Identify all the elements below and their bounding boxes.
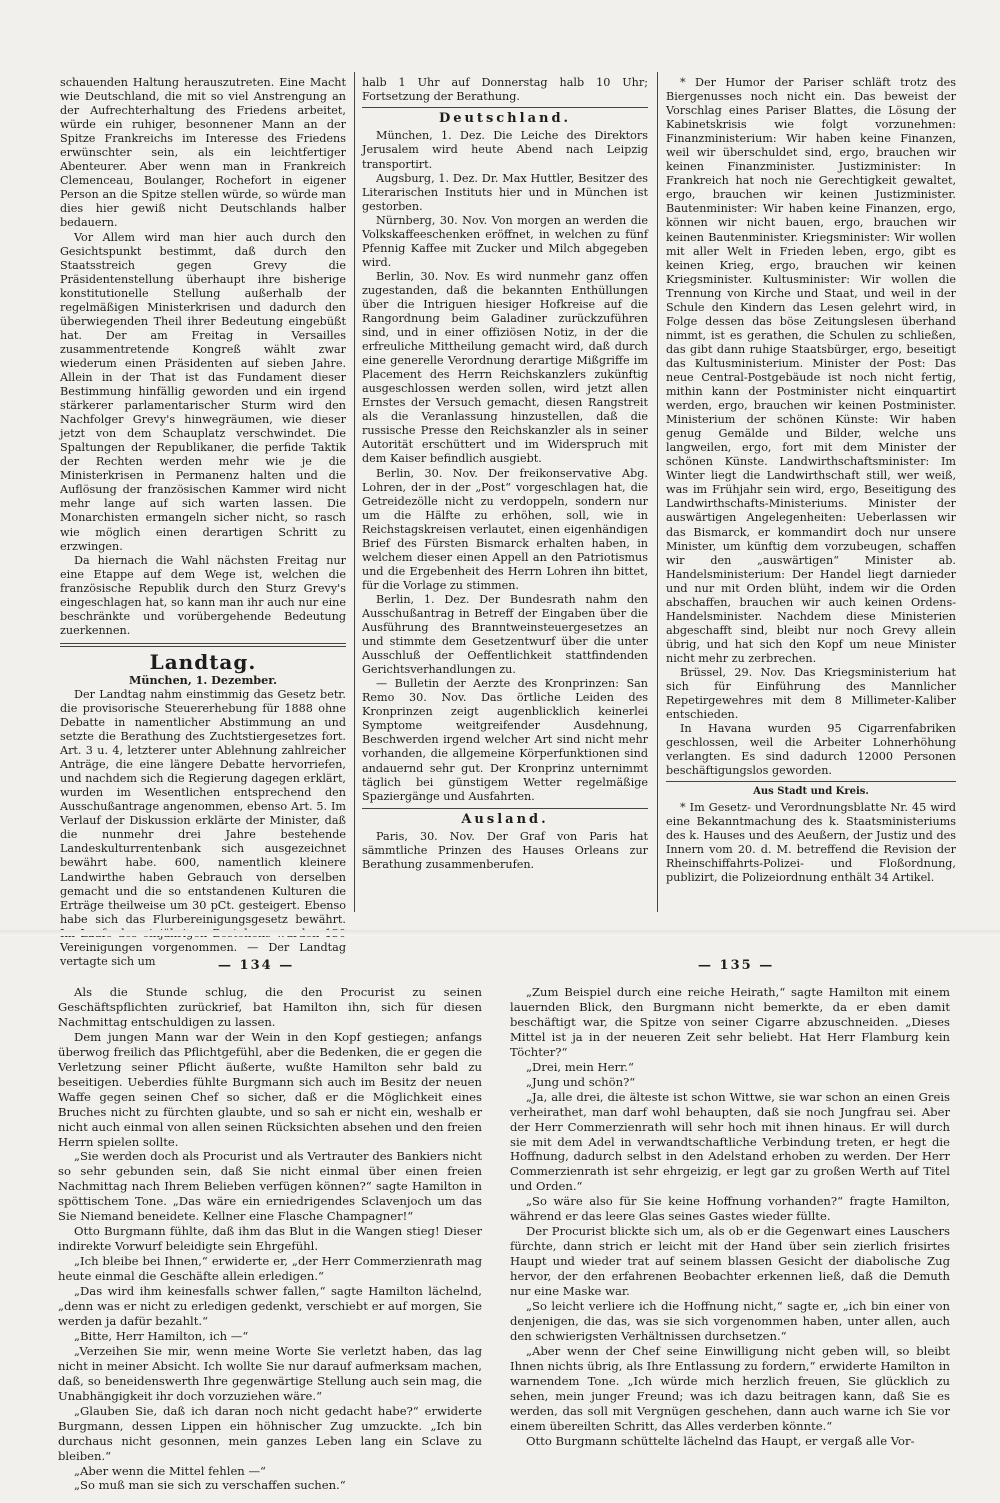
- news-item: Berlin, 30. Nov. Der freikonservative Abg. Lohren, der in der „Post“ vorgeschlagen hat, die Getreidezölle nicht zu verdoppeln, sondern nur um die Hälfte zu erhöhen, soll, wie in Reichstagskreisen verlautet, einen eigenhändigen Brief des Fürsten Bismarck erhalten haben, in welchem dieser einen Appell an den Patriotismus und die Ergebenheit des Herrn Lohren ihn bittet, für die Vorlage zu stimmen.: [362, 466, 648, 592]
- news-item: Brüssel, 29. Nov. Das Kriegsministerium hat sich für Einführung des Mannlicher Repetirgewehres mit dem 8 Millimeter-Kaliber entschieden.: [666, 665, 956, 722]
- column-rule: [657, 72, 658, 912]
- news-item: Augsburg, 1. Dez. Dr. Max Huttler, Besitzer des Literarischen Instituts hier und in München ist gestorben.: [362, 171, 648, 213]
- news-item: Berlin, 30. Nov. Es wird nunmehr ganz offen zugestanden, daß die bekannten Enthüllungen über die Intriguen hiesiger Hofkreise auf die Rangordnung beim Galadiner zurückzuführen sind, und in einer offiziösen Notiz, in der die erfreuliche Mittheilung gemacht wird, daß durch eine generelle Verordnung derartige Mißgriffe im Placement des Herrn Reichskanzlers zukünftig ausgeschlossen werden sollen, wird jetzt allen Ernstes der Versuch gemacht, diesen Rangstreit als die Veranlassung hinzustellen, daß die russische Presse den Reichskanzler als in seiner Autorität erschüttert und im Widerspruch mit dem Kaiser befindlich ausgiebt.: [362, 269, 648, 466]
- serial-paragraph: „So muß man sie sich zu verschaffen suchen.“: [74, 1478, 346, 1493]
- section-divider: [666, 781, 956, 782]
- deutschland-heading: Deutschland.: [438, 111, 572, 127]
- ausland-heading: Ausland.: [461, 811, 549, 827]
- page-number-left: — 134 —: [218, 958, 295, 973]
- serial-paragraph: „Aber wenn der Chef seine Einwilligung nicht geben will, so bleibt Ihnen nichts übrig, als Ihre Entlassung zu fordern,“ erwiderte Hamilton in warnendem Tone. „Ich würde mich herzlich freuen, Sie glücklich zu sehen, mein junger Freund; was ich dazu beitragen kann, daß Sie es werden, das soll mit Vergnügen geschehen, dann auch warne ich Sie vor einem übereilten Schritt, das Alles verderben könnte.“: [510, 1343, 950, 1433]
- serial-page-right: [510, 985, 950, 1490]
- news-item: Nürnberg, 30. Nov. Von morgen an werden die Volkskaffeeschenken eröffnet, in welchen zu fünf Pfennig Kaffee mit Zucker und Milch abgegeben wird.: [362, 213, 648, 269]
- serial-paragraph: „Glauben Sie, daß ich daran noch nicht gedacht habe?“ erwiderte Burgmann, dessen Lippen ein höhnischer Zug umzuckte. „Ich bin durchaus nicht gesonnen, mein ganzes Leben lang ein Sclave zu bleiben.“: [58, 1403, 482, 1463]
- serial-paragraph: Als die Stunde schlug, die den Procurist zu seinen Geschäftspflichten zurückrief, bat Hamilton ihn, sich für diesen Nachmittag entschuldigen zu lassen.: [58, 985, 482, 1029]
- news-item: — Bulletin der Aerzte des Kronprinzen: San Remo 30. Nov. Das örtliche Leiden des Kronprinzen zeigt augenblicklich keinerlei Symptome weitgreifender Ausdehnung, Beschwerden irgend welcher Art sind nicht mehr vorhanden, die allgemeine Körperfunktionen sind andauernd sehr gut. Der Kronprinz unternimmt täglich bei günstigem Wetter regelmäßige Spaziergänge und Ausfahrten.: [362, 677, 648, 803]
- article-paragraph: halb 1 Uhr auf Donnerstag halb 10 Uhr; Fortsetzung der Berathung.: [362, 76, 648, 104]
- serial-paragraph: Dem jungen Mann war der Wein in den Kopf gestiegen; anfangs überwog freilich das Pflichtgefühl, aber die Bedenken, die er gegen die Verletzung seiner Pflicht äußerte, wußte Hamilton sehr bald zu beseitigen. Ueberdies fühlte Burgmann sich auch im Besitz der neuen Waffe gegen seinen Chef so sicher, daß er die Möglichkeit eines Bruches nicht zu fürchten glaubte, und so sah er nicht ein, weshalb er nicht auch einmal von allen seinen Rücksichten absehen und den freien Herrn spielen sollte.: [58, 1029, 482, 1149]
- serial-paragraph: „So wäre also für Sie keine Hoffnung vorhanden?“ fragte Hamilton, während er das leere Glas seines Gastes wieder füllte.: [510, 1194, 950, 1224]
- news-item: Paris, 30. Nov. Der Graf von Paris hat sämmtliche Prinzen des Hauses Orleans zur Berathung zusammenberufen.: [362, 829, 648, 872]
- column-middle: [362, 76, 648, 906]
- news-item: Berlin, 1. Dez. Der Bundesrath nahm den Ausschußantrag in Betreff der Eingaben über die Ausführung des Branntweinsteuergesetzes an und stimmte dem Gesetzentwurf über die unter Ausschluß der Oeffentlichkeit stattfindenden Gerichtsverhandlungen zu.: [362, 592, 648, 677]
- column-rule: [354, 72, 355, 912]
- landtag-heading: Landtag.: [149, 649, 257, 674]
- serial-paragraph: „Ja, alle drei, die älteste ist schon Wittwe, sie war schon an einen Greis verheirathet, man darf wohl behaupten, daß sie noch Jungfrau sei. Aber der Herr Commerzienrath will sehr hoch mit ihnen hinaus. Er will durch sie mit dem Adel in verwandtschaftliche Verbindung treten, er hegt die Hoffnung, dadurch selbst in den Adelstand erhoben zu werden. Der Herr Commerzienrath ist sehr ehrgeizig, er legt gar zu großen Werth auf Titel und Orden.“: [510, 1089, 950, 1194]
- serial-paragraph: „Drei, mein Herr.“: [526, 1059, 634, 1074]
- humor-article: * Der Humor der Pariser schläft trotz des Biergenusses noch nicht ein. Das beweist der Vorschlag eines Pariser Blattes, die Lösung der Kabinetskrisis wie folgt vorzunehmen: Finanzministerium: Wir haben keine Finanzen, weil wir überschuldet sind, ergo, brauchen wir keinen Finanzminister. Justizminister: In Frankreich hat noch nie Gerechtigkeit gewaltet, ergo, brauchen wir keinen Justizminister. Bautenminister: Wir haben keine Finanzen, ergo, können wir nicht bauen, ergo, brauchen wir keinen Bautenminister. Kriegsminister: Wir wollen mit aller Welt in Frieden leben, ergo, gibt es keinen Krieg, ergo, brauchen wir keinen Kriegsminister. Kultusminister: Wir wollen die Trennung von Kirche und Staat, und weil in der Schule den Kindern das Lesen gelehrt wird, in Folge dessen das böse Zeitungslesen überhand nimmt, ist es gerathen, die Schulen zu schließen, das gibt dann ruhige Staatsbürger, ergo, beseitigt das Kultusministerium. Minister der Post: Das neue Central-Postgebäude ist noch nicht fertig, mithin kann der Postminister nicht einquartirt werden, ergo, brauchen wir keinen Postminister. Ministerium der schönen Künste: Wir haben genug Gemälde und Bilder, welche uns langweilen, ergo, fort mit dem Minister der schönen Künste. Landwirthschaftsminister: Im Winter liegt die Landwirthschaft still, wer weiß, was im Frühjahr sein wird, ergo, Beseitigung des Landwirthschafts-Ministeriums. Minister der auswärtigen Angelegenheiten: Ueberlassen wir das Bismarck, er kommandirt doch nur unsere Minister, um künftig dem vorzubeugen, schaffen wir den „auswärtigen“ Minister ab. Handelsministerium: Der Handel liegt darnieder und nur mit Orden blüht, indem wir die Orden abschaffen, brauchen wir auch keinen Ordens-Handelsminister. Nachdem diese Ministerien abgeschafft sind, bleibt nur noch Grevy allein übrig, und hat sich den Kopf um neue Minister nicht mehr zu zerbrechen.: [666, 76, 956, 665]
- news-item: * Im Gesetz- und Verordnungsblatte Nr. 45 wird eine Bekanntmachung des k. Staatsministeriums des k. Hauses und des Aeußern, der Justiz und des Innern vom 20. d. M. betreffend die Revision der Rheinschiffahrts-Polizei- und Floßordnung, publizirt, die Polizeiordnung enthält 34 Artikel.: [666, 800, 956, 885]
- serial-paragraph: Der Procurist blickte sich um, als ob er die Gegenwart eines Lauschers fürchte, dann strich er leicht mit der Hand über sein zierlich frisirtes Haupt und wieder trat auf seinem blassen Gesicht der diabolische Zug hervor, der den erfahrenen Beobachter erkennen ließ, daß die Demuth nur eine Maske war.: [510, 1224, 950, 1299]
- serial-paragraph: „Zum Beispiel durch eine reiche Heirath,“ sagte Hamilton mit einem lauernden Blick, den Burgmann nicht bemerkte, da er eben damit beschäftigt war, die Spitze von seiner Cigarre abzuschneiden. „Dieses Mittel ist ja in der neueren Zeit sehr beliebt. Hat Herr Flamburg kein Töchter?“: [510, 985, 950, 1059]
- landtag-dateline: München, 1. Dezember.: [128, 672, 278, 687]
- serial-paragraph: „Sie werden doch als Procurist und als Vertrauter des Bankiers nicht so sehr gebunden sein, daß Sie nicht einmal über einen freien Nachmittag nach Ihrem Belieben verfügen können?“ sagte Hamilton in spöttischem Tone. „Das wäre ein erniedrigendes Sclavenjoch um das Sie Niemand beneidete. Kellner eine Flasche Champagner!“: [58, 1149, 482, 1224]
- column-right: [666, 76, 956, 916]
- stadt-heading: Aus Stadt und Kreis.: [753, 786, 869, 798]
- serial-paragraph: „Jung und schön?“: [526, 1074, 636, 1089]
- article-paragraph: Da hiernach die Wahl nächsten Freitag nur eine Etappe auf dem Wege ist, welchen die französische Republik durch den Sturz Grevy's eingeschlagen hat, so kann man ihr auch nur eine beschränkte und vorübergehende Bedeutung zuerkennen.: [60, 553, 346, 637]
- news-item: München, 1. Dez. Die Leiche des Direktors Jerusalem wird heute Abend nach Leipzig transportirt.: [362, 129, 648, 171]
- section-divider: [362, 808, 648, 809]
- serial-page-left: [58, 985, 482, 1493]
- section-divider: [362, 107, 648, 108]
- serial-paragraph: „Bitte, Herr Hamilton, ich —“: [74, 1328, 249, 1343]
- serial-paragraph: „Das wird ihm keinesfalls schwer fallen,“ sagte Hamilton lächelnd, „denn was er nicht zu erledigen gedenkt, verschiebt er auf morgen, Sie werden ja dafür bezahlt.“: [58, 1284, 482, 1328]
- article-paragraph: schauenden Haltung herauszutreten. Eine Macht wie Deutschland, die mit so viel Anstrengung an der Aufrechterhaltung des Friedens arbeitet, würde ein ruhiger, besonnener Mann an der Spitze Frankreichs im Interesse des Friedens erwünschter sein, als ein leichtfertiger Abenteurer. Aber wenn man in Frankreich Clemenceau, Boulanger, Rochefort in eigener Person an die Spitze stellen würde, so würde man dies hier gewiß nicht Deutschlands halber bedauern.: [60, 76, 346, 230]
- serial-paragraph: „Verzeihen Sie mir, wenn meine Worte Sie verletzt haben, das lag nicht in meiner Absicht. Ich wollte Sie nur darauf aufmerksam machen, daß, so beneidenswerth Ihre gegenwärtige Stellung auch sein mag, die Unabhängigkeit ihr doch vorzuziehen wäre.“: [58, 1343, 482, 1403]
- serial-paragraph: Otto Burgmann schüttelte lächelnd das Haupt, er vergaß alle Vor-: [526, 1433, 915, 1448]
- landtag-text: Der Landtag nahm einstimmig das Gesetz betr. die provisorische Steuererhebung für 1888 ohne Debatte in namentlicher Abstimmung an und setzte die Berathung des Zuchtstiergesetzes fort. Art. 3 u. 4, letzterer unter Ablehnung zahlreicher Anträge, die eine längere Debatte hervorriefen, und nachdem sich die Regierung dagegen erklärt, wurden im Wesentlichen entsprechend den Ausschußantrage angenommen, ebenso Art. 5. Im Verlauf der Diskussion erklärte der Minister, daß die nunmehr drei Jahre bestehende Landeskulturrentenbank sich ausgezeichnet bewährt habe. 600, namentlich kleinere Landwirthe haben Gebrauch von derselben gemacht und die so entstandenen Kulturen die Erträge theilweise um 30 pCt. gesteigert. Ebenso habe sich das Flurbereinigungsgesetz bewährt. Vereinigungen vorgenommen. — Der Landtag vertagte sich um: [60, 687, 346, 968]
- serial-paragraph: „Ich bleibe bei Ihnen,“ erwiderte er, „der Herr Commerzienrath mag heute einmal die Geschäfte allein erledigen.“: [58, 1254, 482, 1284]
- news-item: In Havana wurden 95 Cigarrenfabriken geschlossen, weil die Arbeiter Lohnerhöhung verlangten. Es sind dadurch 12000 Personen beschäftigungslos geworden.: [666, 722, 956, 778]
- page-number-right: — 135 —: [698, 958, 775, 973]
- serial-paragraph: „So leicht verliere ich die Hoffnung nicht,“ sagte er, „ich bin einer von denjenigen, die das, was sie sich vorgenommen haben, unter allen, auch den schwierigsten Verhältnissen durchsetzen.“: [510, 1299, 950, 1343]
- section-divider: [60, 643, 346, 647]
- article-paragraph: Vor Allem wird man hier auch durch den Gesichtspunkt bestimmt, daß durch den Staatsstreich gegen Grevy die Präsidentenstellung überhaupt ihre bisherige konstitutionelle Stellung außerhalb der regelmäßigen Ministerkrisen und dadurch den überwiegenden Theil ihrer Bedeutung eingebüßt hat. Der am Freitag in Versailles zusammentretende Kongreß wählt zwar wiederum einen Präsidenten auf sieben Jahre. Allein in der That ist das Fundament dieser Bestimmung hinfällig geworden und ein irgend stärkerer parlamentarischer Sturm wird den Nachfolger Grevy's hinwegräumen, wie dieser jetzt von dem Schauplatz verschwindet. Die Spaltungen der Republikaner, die perfide Taktik der Rechten werden mehr wie je die Ministerkrisen in Permanenz halten und die Auflösung der französischen Kammer wird nicht mehr lange auf sich warten lassen. Die Monarchisten ermangeln sicher nicht, so rasch wie möglich einen derartigen Schritt zu erzwingen.: [60, 230, 346, 553]
- page-fold: [0, 930, 1000, 936]
- serial-paragraph: „Aber wenn die Mittel fehlen —“: [74, 1463, 266, 1478]
- serial-paragraph: Otto Burgmann fühlte, daß ihm das Blut in die Wangen stieg! Dieser indirekte Vorwurf beleidigte sein Ehrgefühl.: [58, 1224, 482, 1254]
